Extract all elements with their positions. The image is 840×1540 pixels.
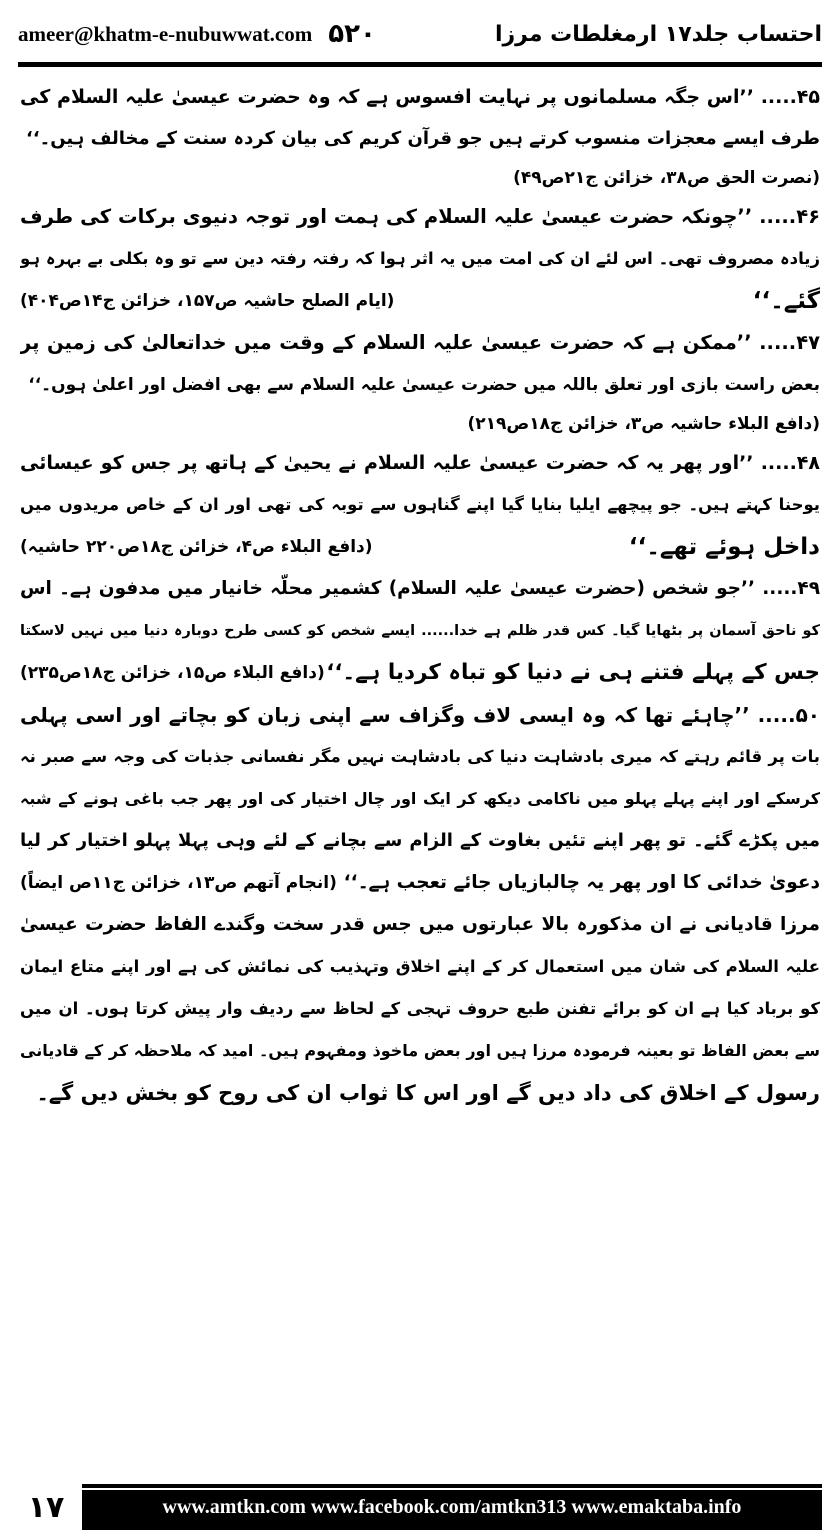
header-email[interactable]: ameer@khatm-e-nubuwwat.com — [18, 21, 313, 46]
reference: (نصرت الحق ص۳۸، خزائن ج۲۱ص۴۹) — [513, 168, 820, 188]
text-line: ۴۵..... ’’اس جگہ مسلمانوں پر نہایت افسوس ہے کہ وہ حضرت عیسیٰ علیہ السلام کی — [20, 86, 820, 108]
reference: (ایام الصلح حاشیہ ص۱۵۷، خزائن ج۱۴ص۴۰۴) — [20, 291, 395, 311]
header-left — [18, 19, 376, 49]
text-line: زیادہ مصروف تھی۔ اس لئے ان کی امت میں یہ اثر ہوا کہ رفتہ رفتہ دین سے تو وہ بکلی بے بہرہ ہو — [20, 249, 820, 268]
text-fragment: داخل ہوئے تھے۔‘‘ — [628, 534, 820, 560]
text-line: ۴۸..... ’’اور پھر یہ کہ حضرت عیسیٰ علیہ السلام نے یحییٰ کے ہاتھ پر جس کو عیسائی — [20, 452, 820, 474]
text-line: طرف ایسے معجزات منسوب کرتے ہیں جو قرآن کریم کی بیان کردہ سنت کے مخالف ہیں۔‘‘ — [25, 128, 820, 149]
reference: (دافع البلاء حاشیہ ص۳، خزائن ج۱۸ص۲۱۹) — [467, 414, 820, 434]
text-line: کو برباد کیا ہے ان کو برائے تفنن طبع حروف تہجی کے لحاظ سے ردیف وار پیش کرتا ہوں۔ ان میں — [20, 999, 820, 1018]
text-line: یوحنا کہتے ہیں۔ جو پیچھے ایلیا بنایا گیا اپنے گناہوں سے توبہ کی تھی اور ان کے خاص مریدوں میں — [20, 495, 820, 514]
text-line: بات پر قائم رہتے کہ میری بادشاہت دنیا کی بادشاہت نہیں مگر نفسانی جذبات کی وجہ سے صبر نہ — [20, 747, 820, 766]
page-footer — [18, 1484, 822, 1530]
text-line: رسول کے اخلاق کی داد دیں گے اور اس کا ثواب ان کی روح کو بخش دیں گے۔ — [36, 1081, 820, 1105]
text-line: میں پکڑے گئے۔ تو پھر اپنے تئیں بغاوت کے الزام سے بچانے کے لئے وہی پہلا پہلو اختیار کر لیا — [20, 830, 820, 851]
text-line: ۴۶..... ’’چونکہ حضرت عیسیٰ علیہ السلام کی ہمت اور توجہ دنیوی برکات کی طرف — [20, 205, 820, 228]
text-line: بعض راست بازی اور تعلق باللہ میں حضرت عیسیٰ علیہ السلام سے بھی افضل اور اعلیٰ ہوں۔‘‘ — [28, 375, 820, 395]
text-line: کرسکے اور اپنے پہلے پہلو میں ناکامی دیکھ کر ایک اور چال اختیار کی اور پھر جب باغی ہونے کے شبہ — [20, 789, 820, 808]
text-line: ۴۷..... ’’ممکن ہے کہ حضرت عیسیٰ علیہ السلام کے وقت میں خداتعالیٰ کی زمین پر — [20, 331, 820, 354]
footer-page-number: ۱۷ — [27, 1489, 65, 1525]
reference: (دافع البلاء ص۴، خزائن ج۱۸ص۲۲۰ حاشیہ) — [20, 537, 373, 557]
page-body — [20, 76, 820, 1470]
header-page-number: ۵۲۰ — [328, 19, 376, 49]
text-line: سے بعض الفاظ تو بعینہ فرمودہ مرزا ہیں اور بعض ماخوذ ومفہوم ہیں۔ امید کہ ملاحظہ کر کے قادیانی — [20, 1041, 820, 1060]
reference: (انجام آتھم ص۱۳، خزائن ج۱۱ص ایضاً) — [20, 873, 337, 893]
book-title: احتساب جلد۱۷ ارمغلطات مرزا — [494, 21, 822, 47]
footer-links[interactable]: www.amtkn.com www.facebook.com/amtkn313 www.emaktaba.info — [82, 1484, 822, 1530]
text-line-with-ref — [20, 652, 820, 694]
page-header — [18, 14, 822, 54]
text-fragment: گئے۔‘‘ — [752, 288, 820, 314]
text-line: کو ناحق آسمان پر بٹھایا گیا۔ کس قدر ظلم ہے خدا...... ایسے شخص کو کسی طرح دوبارہ دنیا میں نہیں لاسکتا — [20, 623, 820, 639]
reference: (دافع البلاء ص۱۵، خزائن ج۱۸ص۲۳۵) — [20, 663, 325, 683]
text-line-with-ref — [20, 862, 820, 904]
text-fragment: دعویٰ خدائی کا اور پھر یہ چالبازیاں جائے تعجب ہے۔‘‘ — [343, 872, 820, 893]
text-line-with-ref — [20, 526, 820, 568]
text-line-with-ref — [20, 280, 820, 322]
text-fragment: جس کے پہلے فتنے ہی نے دنیا کو تباہ کردیا ہے۔‘‘ — [326, 660, 820, 685]
text-line: مرزا قادیانی نے ان مذکورہ بالا عبارتوں میں جس قدر سخت وگندے الفاظ حضرت عیسیٰ — [20, 914, 820, 935]
text-line: علیہ السلام کی شان میں استعمال کر کے اپنے اخلاق وتہذیب کی نمائش کی ہے اور اپنے متاع ایمان — [20, 957, 820, 976]
text-line: ۴۹..... ’’جو شخص (حضرت عیسیٰ علیہ السلام) کشمیر محلّہ خانیار میں مدفون ہے۔ اس — [20, 578, 820, 599]
text-line: ۵۰..... ’’چاہئے تھا کہ وہ ایسی لاف وگزاف سے اپنی زبان کو بچاتے اور اسی پہلی — [20, 703, 820, 727]
header-rule — [18, 62, 822, 67]
